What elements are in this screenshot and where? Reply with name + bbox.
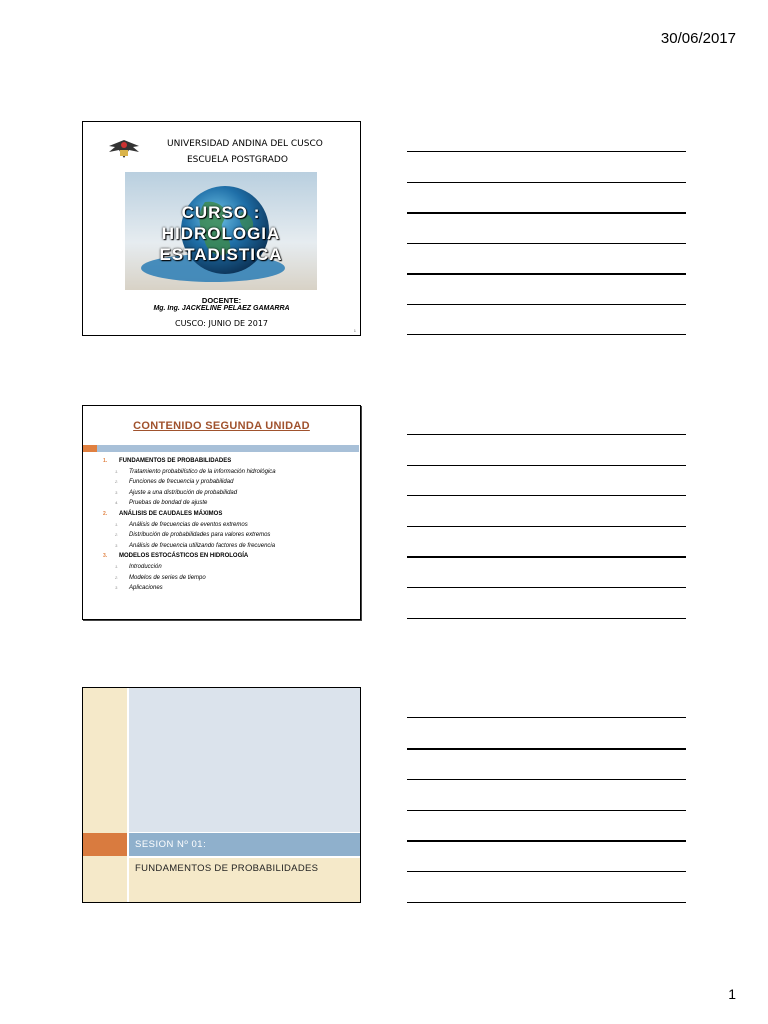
note-line <box>407 212 686 214</box>
university-logo-icon <box>105 136 143 162</box>
orange-block <box>83 833 127 856</box>
list-item: 1. Tratamiento probabilístico de la información hidrológica <box>115 468 276 475</box>
docente-label: DOCENTE: <box>201 296 242 305</box>
course-title: CURSO : HIDROLOGIA ESTADISTICA <box>159 203 283 264</box>
session-topic: FUNDAMENTOS DE PROBABILIDADES <box>135 863 319 874</box>
city-date: CUSCO: JUNIO DE 2017 <box>174 319 268 328</box>
list-item: 4. Pruebas de bondad de ajuste <box>115 500 208 507</box>
slide-title <box>82 121 361 336</box>
slide-session <box>82 687 361 903</box>
professor-name: Mg. Ing. JACKELINE PELAEZ GAMARRA <box>153 305 290 312</box>
note-line <box>407 587 686 588</box>
page-date: 30/06/2017 <box>660 30 736 47</box>
note-line <box>407 902 686 903</box>
note-line <box>407 304 686 305</box>
slide-title: CONTENIDO SEGUNDA UNIDAD <box>133 420 310 432</box>
slide-contents <box>82 405 361 620</box>
list-item: 2. Funciones de frecuencia y probabilidad <box>115 479 234 486</box>
list-item: 2. Distribución de probabilidades para valores extremos <box>115 532 271 539</box>
university-name: UNIVERSIDAD ANDINA DEL CUSCO <box>167 139 323 149</box>
list-item: 1. Introducción <box>115 563 162 570</box>
list-item: 3. Aplicaciones <box>115 585 163 592</box>
note-line <box>407 526 686 527</box>
section-heading: 1. FUNDAMENTOS DE PROBABILIDADES <box>103 458 232 464</box>
section-heading: 3. MODELOS ESTOCÁSTICOS EN HIDROLOGÍA <box>103 553 249 560</box>
note-line <box>407 871 686 872</box>
note-line <box>407 334 686 335</box>
cream-panel-left <box>83 688 127 902</box>
note-line <box>407 779 686 780</box>
section-heading: 2. ANÁLISIS DE CAUDALES MÁXIMOS <box>103 510 223 517</box>
page-number: 1 <box>728 986 736 1002</box>
accent-bar-orange <box>83 445 97 452</box>
session-label: SESION Nº 01: <box>135 839 207 850</box>
list-item: 3. Análisis de frecuencia utilizando factores de frecuencia <box>115 542 276 549</box>
note-line <box>407 151 686 152</box>
note-line <box>407 556 686 558</box>
slide-number: 1 <box>353 328 356 333</box>
note-line <box>407 717 686 718</box>
note-line <box>407 495 686 496</box>
note-line <box>407 840 686 842</box>
school-name: ESCUELA POSTGRADO <box>187 155 288 165</box>
note-line <box>407 273 686 275</box>
note-line <box>407 465 686 466</box>
note-line <box>407 618 686 619</box>
note-line <box>407 810 686 811</box>
list-item: 2. Modelos de series de tiempo <box>115 574 206 581</box>
blue-panel <box>129 688 360 832</box>
note-line <box>407 243 686 244</box>
contents-list <box>101 456 351 594</box>
list-item: 3. Ajuste a una distribución de probabilidad <box>115 489 238 496</box>
note-line <box>407 748 686 750</box>
list-item: 1. Análisis de frecuencias de eventos extremos <box>115 521 248 528</box>
note-line <box>407 182 686 183</box>
note-line <box>407 434 686 435</box>
accent-bar-blue <box>97 445 359 452</box>
